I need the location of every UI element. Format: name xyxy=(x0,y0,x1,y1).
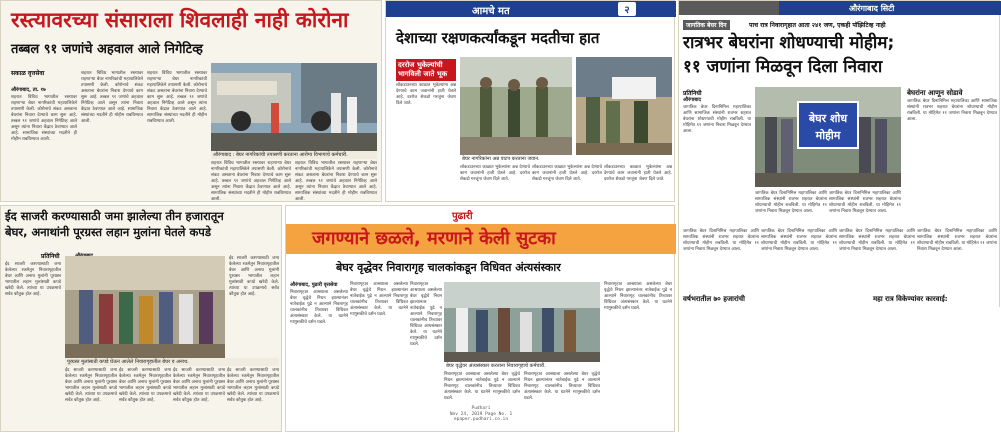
clip3-kicker: पाच रात्र निवारागृहात आता २४१ जण, एकही पॉझिटिव्ह नाही xyxy=(749,22,886,29)
clip3-dateline: औरंगाबाद xyxy=(683,97,702,103)
clip2-body-col4: लॉकडाउनच्या काळात भुकेल्यांना अन्न देण्याचे काम जवानांनी हाती घेतले आहे. दररोज शेकडो गरजूंना जेवण दिले जाते. xyxy=(604,165,672,182)
clip3-body-col2: जागतिक बेघर दिनानिमित्त महापालिका आणि सामाजिक संस्थांनी रात्रभर शहरात बेघरांना शोधण्याची मोहीम राबविली. या मोहिमेत ११ जणांना निवारा मिळवून देण्यात आला. xyxy=(755,191,827,214)
clip1-body-col2: शहरात विविध भागातील रस्त्यावर राहणाऱ्या बेघर नागरिकांची महापालिकेने तपासणी केली. कोरोनाचे संकट असताना बेघरांना निवारा देण्याचे काम सुरू आहे. तब्बल ९१ जणांचे अहवाल निगेटिव्ह आले असून त्यांना निवारा केंद्रात ठेवण्यात आले आहे. सामाजिक संस्थांच्या मदतीने ही मोहीम राबविण्यात आली. xyxy=(81,71,143,124)
clip1-body-col5: शहरात विविध भागातील रस्त्यावर राहणाऱ्या बेघर नागरिकांची महापालिकेने तपासणी केली. कोरोनाचे संकट असताना बेघरांना निवारा देण्याचे काम सुरू आहे. तब्बल ९१ जणांचे अहवाल निगेटिव्ह आले असून त्यांना निवारा केंद्रात ठेवण्यात आले आहे. सामाजिक संस्थांच्या मदतीने ही मोहीम राबविण्यात आली. xyxy=(295,161,377,202)
clip2-photo-right xyxy=(576,57,672,155)
clip5-byline: औरंगाबाद, पुढारी वृत्तसेवा xyxy=(290,282,338,288)
clip3-band-grey xyxy=(679,1,779,15)
clip3-headline-2: ११ जणांना मिळवून दिला निवारा xyxy=(683,57,883,77)
clip2-body-col1: लॉकडाउनच्या काळात भुकेल्यांना अन्न देण्याचे काम जवानांनी हाती घेतले आहे. दररोज शेकडो गरजूंना जेवण दिले जाते. xyxy=(396,83,456,106)
clip5-photo-art xyxy=(444,282,600,362)
clip2-body-col2: लॉकडाउनच्या काळात भुकेल्यांना अन्न देण्याचे काम जवानांनी हाती घेतले आहे. दररोज शेकडो गरजूंना जेवण दिले जाते. xyxy=(460,165,530,182)
clip1-byline: सकाळ वृत्तसेवा xyxy=(11,70,45,77)
clip5-footer-2: Nov 24, 2019 Page No. 1 xyxy=(449,411,513,417)
clip5-footer xyxy=(426,406,536,423)
clip5-footer-1: Pudhari xyxy=(471,406,491,411)
clip1-dateline: औरंगाबाद, ता. १७ xyxy=(11,87,46,93)
clip5-masthead: पुढारी xyxy=(452,211,473,222)
clip3-bottom-left: वर्षभरातील ७० हजारांची xyxy=(683,295,745,303)
clip1-subhead: तब्बल ९१ जणांचे अहवाल आले निगेटिव्ह xyxy=(11,42,203,57)
clip5-body-col1: निवारागृहात आश्रयाला असलेल्या बेघर वृद्धेचे निधन झाल्यानंतर नातेवाईक पुढे न आल्याने निवारागृह चालकांनीच तिच्यावर विधिवत अंत्यसंस्कार केले. या घटनेने माणुसकीचे दर्शन घडले. xyxy=(290,290,348,325)
clip2-sub-red: दररोज भुकेल्यांची भागविली जाते भूक xyxy=(396,59,456,81)
clip5-body-col3: निवारागृहात आश्रयाला असलेल्या बेघर वृद्धेचे निधन झाल्यानंतर नातेवाईक पुढे न आल्याने निवारागृह चालकांनीच तिच्यावर विधिवत अंत्यसंस्कार केले. या घटनेने माणुसकीचे दर्शन घडले. xyxy=(410,282,442,347)
clip1-photo-art xyxy=(211,63,377,151)
clip4-body-col2: ईद साजरी करण्यासाठी जमा केलेल्या रकमेतून निवारागृहातील बेघर आणि अनाथ मुलांनी पूरग्रस्त भागातील लहान मुलांसाठी कपडे खरेदी केले. त्यांच्या या उपक्रमाचे सर्वत्र कौतुक होत आहे. xyxy=(65,368,117,403)
clip5-body-col6: निवारागृहात आश्रयाला असलेल्या बेघर वृद्धेचे निधन झाल्यानंतर नातेवाईक पुढे न आल्याने निवारागृह चालकांनीच तिच्यावर विधिवत अंत्यसंस्कार केले. या घटनेने माणुसकीचे दर्शन घडले. xyxy=(524,372,600,401)
clip2-photo-right-art xyxy=(576,57,672,155)
clip4-body-col-right: ईद साजरी करण्यासाठी जमा केलेल्या रकमेतून निवारागृहातील बेघर आणि अनाथ मुलांनी पूरग्रस्त भागातील लहान मुलांसाठी कपडे खरेदी केले. त्यांच्या या उपक्रमाचे सर्वत्र कौतुक होत आहे. xyxy=(229,256,279,297)
clip3-side-head: बेघरांना आणून सोडावे xyxy=(907,89,963,97)
clip2-page-no: २ xyxy=(618,2,636,16)
clip-shivlahi-nahi-corona xyxy=(0,0,382,202)
clip1-caption: औरंगाबाद : बेघर नागरिकांची तपासणी करताना आरोग्य विभागाचे कर्मचारी. xyxy=(211,151,377,159)
clip3-lower-blank xyxy=(679,307,1001,433)
clip3-body-col7: जागतिक बेघर दिनानिमित्त महापालिका आणि सामाजिक संस्थांनी रात्रभर शहरात बेघरांना शोधण्याची मोहीम राबविली. या मोहिमेत ११ जणांना निवारा मिळवून देण्यात आला. xyxy=(917,229,997,252)
clip5-body-col2: निवारागृहात आश्रयाला असलेल्या बेघर वृद्धेचे निधन झाल्यानंतर नातेवाईक पुढे न आल्याने निवारागृह चालकांनीच तिच्यावर विधिवत अंत्यसंस्कार केले. या घटनेने माणुसकीचे दर्शन घडले. xyxy=(350,282,408,317)
clip1-photo xyxy=(211,63,377,151)
clip3-body-col4: जागतिक बेघर दिनानिमित्त महापालिका आणि सामाजिक संस्थांनी रात्रभर शहरात बेघरांना शोधण्याची मोहीम राबविली. या मोहिमेत ११ जणांना निवारा मिळवून देण्यात आला. xyxy=(683,229,759,252)
clip5-body-col5: निवारागृहात आश्रयाला असलेल्या बेघर वृद्धेचे निधन झाल्यानंतर नातेवाईक पुढे न आल्याने निवारागृह चालकांनीच तिच्यावर विधिवत अंत्यसंस्कार केले. या घटनेने माणुसकीचे दर्शन घडले. xyxy=(444,372,520,401)
clip2-body-col3: लॉकडाउनच्या काळात भुकेल्यांना अन्न देण्याचे काम जवानांनी हाती घेतले आहे. दररोज शेकडो गरजूंना जेवण दिले जाते. xyxy=(532,165,602,182)
clip3-body-col6: जागतिक बेघर दिनानिमित्त महापालिका आणि सामाजिक संस्थांनी रात्रभर शहरात बेघरांना शोधण्याची मोहीम राबविली. या मोहिमेत ११ जणांना निवारा मिळवून देण्यात आला. xyxy=(839,229,915,252)
clip4-byline: प्रतिनिधी xyxy=(41,253,60,260)
clip1-body: शहरात विविध भागातील रस्त्यावर राहणाऱ्या बेघर नागरिकांची महापालिकेने तपासणी केली. कोरोनाचे संकट असताना बेघरांना निवारा देण्याचे काम सुरू आहे. तब्बल ९१ जणांचे अहवाल निगेटिव्ह आले असून त्यांना निवारा केंद्रात ठेवण्यात आले आहे. सामाजिक संस्थांच्या मदतीने ही मोहीम राबविण्यात आली. xyxy=(11,95,77,142)
clip4-body-col3: ईद साजरी करण्यासाठी जमा केलेल्या रकमेतून निवारागृहातील बेघर आणि अनाथ मुलांनी पूरग्रस्त भागातील लहान मुलांसाठी कपडे खरेदी केले. त्यांच्या या उपक्रमाचे सर्वत्र कौतुक होत आहे. xyxy=(119,368,171,403)
clip3-banner xyxy=(797,101,859,149)
clip3-body-col1: जागतिक बेघर दिनानिमित्त महापालिका आणि सामाजिक संस्थांनी रात्रभर शहरात बेघरांना शोधण्याची मोहीम राबविली. या मोहिमेत ११ जणांना निवारा मिळवून देण्यात आला. xyxy=(683,105,751,134)
clip4-headline-1: ईद साजरी करण्यासाठी जमा झालेल्या तीन हजारातून xyxy=(5,209,224,223)
clip3-tag: औरंगाबाद सिटी xyxy=(849,4,895,13)
clip1-headline: रस्त्यावरच्या संसाराला शिवलाही नाही कोरोना xyxy=(11,8,349,32)
clip4-caption: पूरग्रस्त मुलांसाठी कपडे घेऊन आलेले निवारागृहातील बेघर व अनाथ. xyxy=(65,358,279,366)
clip3-sub-tag: जागतिक बेघर दिन xyxy=(683,20,730,30)
clip5-footer-3: epaper.pudhari.co.in xyxy=(453,417,509,422)
clip3-bottom-right: महा रात्र विकेण्यांवर कारवाई: xyxy=(873,295,948,303)
clip3-banner-line-1: बेघर शोध xyxy=(808,112,848,125)
clip5-photo xyxy=(444,282,600,362)
clip2-headline: देशाच्या रक्षणकर्त्यांकडून मदतीचा हात xyxy=(396,29,600,47)
clip-eid-purgrast-kapde xyxy=(0,205,282,432)
clip4-body-col1: ईद साजरी करण्यासाठी जमा केलेल्या रकमेतून निवारागृहातील बेघर आणि अनाथ मुलांनी पूरग्रस्त भागातील लहान मुलांसाठी कपडे खरेदी केले. त्यांच्या या उपक्रमाचे सर्वत्र कौतुक होत आहे. xyxy=(5,262,61,297)
clip4-photo xyxy=(65,256,225,358)
clip2-tag: आमचे मत xyxy=(472,6,510,17)
clip-rakshankarte-madat xyxy=(385,0,675,202)
clip5-subhead: बेघर वृद्धेवर निवारागृह चालकांकडून विधिवत अंत्यसंस्कार xyxy=(336,261,561,274)
clip3-banner-line-2: मोहीम xyxy=(815,129,841,142)
clip3-headline-1: रात्रभर बेघरांना शोधण्याची मोहीम; xyxy=(683,33,895,53)
clip4-body-col5: ईद साजरी करण्यासाठी जमा केलेल्या रकमेतून निवारागृहातील बेघर आणि अनाथ मुलांनी पूरग्रस्त भागातील लहान मुलांसाठी कपडे खरेदी केले. त्यांच्या या उपक्रमाचे सर्वत्र कौतुक होत आहे. xyxy=(227,368,279,403)
clip2-photo-left xyxy=(460,57,572,155)
clip4-headline-2: बेघर, अनाथांनी पूरग्रस्त लहान मुलांना घेतले कपडे xyxy=(5,225,211,239)
clip5-body-col4: निवारागृहात आश्रयाला असलेल्या बेघर वृद्धेचे निधन झाल्यानंतर नातेवाईक पुढे न आल्याने निवारागृह चालकांनीच तिच्यावर विधिवत अंत्यसंस्कार केले. या घटनेने माणुसकीचे दर्शन घडले. xyxy=(604,282,672,311)
clip4-photo-art xyxy=(65,256,225,358)
clip3-body-col5: जागतिक बेघर दिनानिमित्त महापालिका आणि सामाजिक संस्थांनी रात्रभर शहरात बेघरांना शोधण्याची मोहीम राबविली. या मोहिमेत ११ जणांना निवारा मिळवून देण्यात आला. xyxy=(761,229,837,252)
clip-beghar-shodh-mohim xyxy=(678,0,1000,432)
clip4-body-col4: ईद साजरी करण्यासाठी जमा केलेल्या रकमेतून निवारागृहातील बेघर आणि अनाथ मुलांनी पूरग्रस्त भागातील लहान मुलांसाठी कपडे खरेदी केले. त्यांच्या या उपक्रमाचे सर्वत्र कौतुक होत आहे. xyxy=(173,368,225,403)
clip2-photo-left-art xyxy=(460,57,572,155)
clip5-caption: बेघर वृद्धेवर अंत्यसंस्कार करताना निवारागृहाचे कर्मचारी. xyxy=(444,362,600,370)
clip3-body-col-side: जागतिक बेघर दिनानिमित्त महापालिका आणि सामाजिक संस्थांनी रात्रभर शहरात बेघरांना शोधण्याची मोहीम राबविली. या मोहिमेत ११ जणांना निवारा मिळवून देण्यात आला. xyxy=(907,99,997,122)
clip5-headline: जगण्याने छळले, मरणाने केली सुटका xyxy=(312,228,556,249)
clip1-body-col4: शहरात विविध भागातील रस्त्यावर राहणाऱ्या बेघर नागरिकांची महापालिकेने तपासणी केली. कोरोनाचे संकट असताना बेघरांना निवारा देण्याचे काम सुरू आहे. तब्बल ९१ जणांचे अहवाल निगेटिव्ह आले असून त्यांना निवारा केंद्रात ठेवण्यात आले आहे. सामाजिक संस्थांच्या मदतीने ही मोहीम राबविण्यात आली. xyxy=(211,161,291,202)
clip3-body-col3: जागतिक बेघर दिनानिमित्त महापालिका आणि सामाजिक संस्थांनी रात्रभर शहरात बेघरांना शोधण्याची मोहीम राबविली. या मोहिमेत ११ जणांना निवारा मिळवून देण्यात आला. xyxy=(829,191,901,214)
clip1-body-col3: शहरात विविध भागातील रस्त्यावर राहणाऱ्या बेघर नागरिकांची महापालिकेने तपासणी केली. कोरोनाचे संकट असताना बेघरांना निवारा देण्याचे काम सुरू आहे. तब्बल ९१ जणांचे अहवाल निगेटिव्ह आले असून त्यांना निवारा केंद्रात ठेवण्यात आले आहे. सामाजिक संस्थांच्या मदतीने ही मोहीम राबविण्यात आली. xyxy=(147,71,207,124)
clip3-byline: प्रतिनिधी xyxy=(683,90,702,97)
clip-jagnyane-chhalale xyxy=(285,205,675,432)
clip2-caption: बेघर नागरिकांना अन्न वाटप करताना जवान. xyxy=(460,155,672,163)
